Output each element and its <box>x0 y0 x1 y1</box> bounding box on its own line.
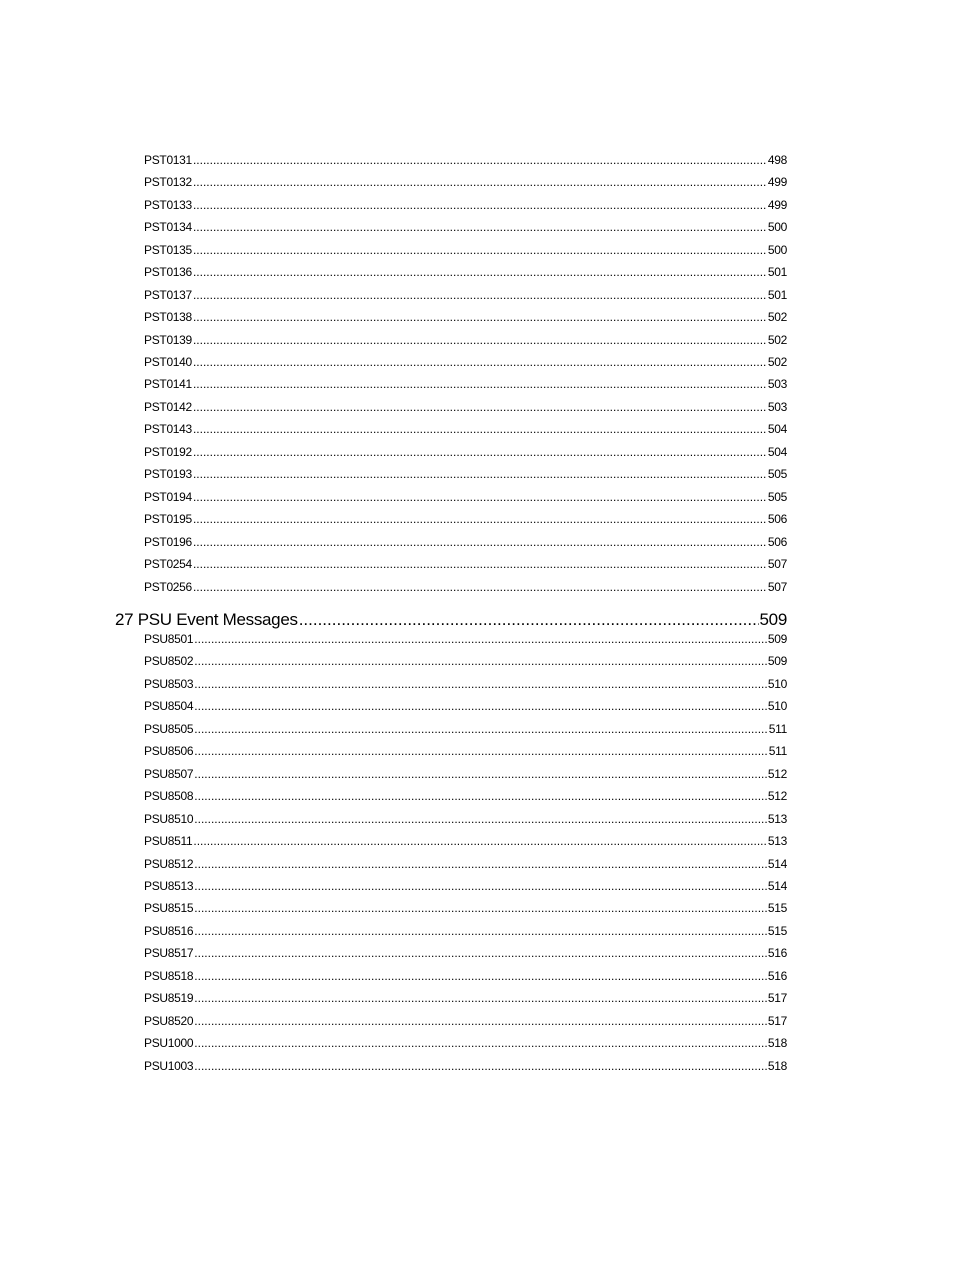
dot-leader <box>193 443 767 461</box>
toc-entry-page-number: 517 <box>767 1014 787 1028</box>
toc-entry-page-number: 511 <box>768 744 787 758</box>
toc-entry[interactable] <box>144 1034 787 1052</box>
dot-leader <box>193 398 767 416</box>
toc-entry[interactable] <box>144 899 787 917</box>
toc-entry-label: PSU8518 <box>144 969 194 983</box>
toc-entry[interactable] <box>144 173 787 191</box>
toc-entry[interactable] <box>144 967 787 985</box>
toc-entry-label: PST0193 <box>144 467 192 481</box>
toc-entry-label: PSU1000 <box>144 1036 194 1050</box>
toc-entry-label: PSU8503 <box>144 677 194 691</box>
toc-entry-label: PST0141 <box>144 377 192 391</box>
toc-entry-label: PST0131 <box>144 153 192 167</box>
toc-entry-page-number: 509 <box>767 654 787 668</box>
toc-entry-label: PSU8517 <box>144 946 194 960</box>
dot-leader <box>194 787 767 805</box>
toc-entry-page-number: 518 <box>767 1036 787 1050</box>
toc-entry-label: PSU8511 <box>144 834 193 848</box>
toc-entry[interactable] <box>144 510 787 528</box>
dot-leader <box>193 465 767 483</box>
toc-entry[interactable] <box>144 398 787 416</box>
toc-entry-label: PSU8506 <box>144 744 194 758</box>
toc-entry-page-number: 514 <box>767 857 787 871</box>
toc-entry[interactable] <box>144 675 787 693</box>
toc-entry-page-number: 516 <box>767 969 787 983</box>
dot-leader <box>193 331 767 349</box>
toc-entry-page-number: 498 <box>767 153 787 167</box>
toc-entry-page-number: 500 <box>767 243 787 257</box>
toc-entry-page-number: 507 <box>767 557 787 571</box>
toc-entry-page-number: 512 <box>767 789 787 803</box>
toc-entry-label: PST0135 <box>144 243 192 257</box>
toc-entry-page-number: 502 <box>767 310 787 324</box>
toc-entry-page-number: 506 <box>767 535 787 549</box>
toc-entry-label: PSU8508 <box>144 789 194 803</box>
toc-entry-label: PSU1003 <box>144 1059 194 1073</box>
toc-entry[interactable] <box>144 488 787 506</box>
toc-entry-label: PST0136 <box>144 265 192 279</box>
toc-entry-page-number: 512 <box>767 767 787 781</box>
dot-leader <box>194 765 767 783</box>
dot-leader <box>194 899 767 917</box>
dot-leader <box>299 608 759 632</box>
toc-entry[interactable] <box>144 944 787 962</box>
toc-entry-label: PSU8512 <box>144 857 194 871</box>
toc-entry[interactable] <box>144 533 787 551</box>
toc-entry[interactable] <box>144 218 787 236</box>
dot-leader <box>194 630 767 648</box>
toc-entry-page-number: 509 <box>767 632 787 646</box>
chapter-heading-page-number: 509 <box>759 610 787 629</box>
toc-entry[interactable] <box>144 353 787 371</box>
dot-leader <box>193 263 767 281</box>
chapter-heading[interactable] <box>115 608 787 632</box>
toc-entry[interactable] <box>144 765 787 783</box>
toc-entry[interactable] <box>144 465 787 483</box>
dot-leader <box>193 196 767 214</box>
toc-entry-label: PSU8519 <box>144 991 194 1005</box>
toc-entry[interactable] <box>144 787 787 805</box>
toc-entry[interactable] <box>144 151 787 169</box>
toc-entry-label: PSU8504 <box>144 699 194 713</box>
toc-entry-page-number: 510 <box>767 677 787 691</box>
dot-leader <box>193 218 767 236</box>
toc-entry[interactable] <box>144 697 787 715</box>
toc-entry-label: PSU8515 <box>144 901 194 915</box>
toc-entry[interactable] <box>144 420 787 438</box>
toc-entry[interactable] <box>144 630 787 648</box>
toc-entry[interactable] <box>144 375 787 393</box>
dot-leader <box>193 533 767 551</box>
dot-leader <box>193 286 767 304</box>
toc-entry-page-number: 503 <box>767 400 787 414</box>
toc-entry-label: PST0133 <box>144 198 192 212</box>
toc-entry-page-number: 501 <box>767 288 787 302</box>
toc-entry-page-number: 499 <box>767 198 787 212</box>
dot-leader <box>194 810 767 828</box>
toc-entry[interactable] <box>144 555 787 573</box>
toc-entry[interactable] <box>144 720 787 738</box>
toc-entry-label: PST0139 <box>144 333 192 347</box>
toc-entry[interactable] <box>144 652 787 670</box>
toc-entry[interactable] <box>144 855 787 873</box>
toc-entry[interactable] <box>144 331 787 349</box>
toc-entry-label: PSU8513 <box>144 879 194 893</box>
toc-entry-label: PSU8507 <box>144 767 194 781</box>
toc-entry-label: PST0196 <box>144 535 192 549</box>
dot-leader <box>193 488 767 506</box>
dot-leader <box>193 510 767 528</box>
toc-entry-page-number: 513 <box>767 812 787 826</box>
toc-entry-label: PST0192 <box>144 445 192 459</box>
toc-entry-page-number: 502 <box>767 333 787 347</box>
toc-entry[interactable] <box>144 578 787 596</box>
dot-leader <box>193 578 767 596</box>
toc-entry-page-number: 510 <box>767 699 787 713</box>
dot-leader <box>194 652 767 670</box>
toc-entry-page-number: 511 <box>768 722 787 736</box>
dot-leader <box>193 353 767 371</box>
toc-entry[interactable] <box>144 832 787 850</box>
dot-leader <box>194 742 767 760</box>
toc-entry-label: PST0194 <box>144 490 192 504</box>
toc-entry-label: PSU8520 <box>144 1014 194 1028</box>
toc-entry[interactable] <box>144 742 787 760</box>
dot-leader <box>194 1012 767 1030</box>
dot-leader <box>194 967 767 985</box>
toc-entry-label: PST0254 <box>144 557 192 571</box>
toc-entry[interactable] <box>144 196 787 214</box>
toc-entry-page-number: 518 <box>767 1059 787 1073</box>
dot-leader <box>194 675 767 693</box>
dot-leader <box>193 173 767 191</box>
dot-leader <box>194 922 767 940</box>
toc-entry-page-number: 517 <box>767 991 787 1005</box>
toc-entry[interactable] <box>144 989 787 1007</box>
dot-leader <box>194 877 767 895</box>
toc-entry-page-number: 514 <box>767 879 787 893</box>
toc-entry-page-number: 500 <box>767 220 787 234</box>
dot-leader <box>193 241 767 259</box>
toc-entry-page-number: 506 <box>767 512 787 526</box>
dot-leader <box>193 555 767 573</box>
toc-entry-label: PST0256 <box>144 580 192 594</box>
toc-entry-label: PST0137 <box>144 288 192 302</box>
toc-entry-label: PSU8510 <box>144 812 194 826</box>
dot-leader <box>194 697 767 715</box>
toc-entry[interactable] <box>144 263 787 281</box>
toc-entry-label: PSU8505 <box>144 722 194 736</box>
toc-entry-page-number: 515 <box>767 924 787 938</box>
toc-entry[interactable] <box>144 443 787 461</box>
toc-entry-page-number: 502 <box>767 355 787 369</box>
toc-entry-label: PST0134 <box>144 220 192 234</box>
toc-entry-page-number: 499 <box>767 175 787 189</box>
toc-entry[interactable] <box>144 877 787 895</box>
toc-entry-page-number: 515 <box>767 901 787 915</box>
toc-entry-label: PST0140 <box>144 355 192 369</box>
dot-leader <box>194 1057 767 1075</box>
toc-entry-page-number: 507 <box>767 580 787 594</box>
toc-entry-label: PST0195 <box>144 512 192 526</box>
dot-leader <box>193 151 767 169</box>
toc-entry[interactable] <box>144 1012 787 1030</box>
chapter-heading-label: 27 PSU Event Messages <box>115 610 298 629</box>
toc-entry-label: PST0143 <box>144 422 192 436</box>
toc-entry-label: PSU8502 <box>144 654 194 668</box>
toc-entry-page-number: 513 <box>767 834 787 848</box>
toc-entry[interactable] <box>144 922 787 940</box>
toc-entry[interactable] <box>144 241 787 259</box>
dot-leader <box>194 855 767 873</box>
toc-entry-label: PST0132 <box>144 175 192 189</box>
toc-entry-label: PST0138 <box>144 310 192 324</box>
dot-leader <box>193 832 766 850</box>
toc-entry-page-number: 504 <box>767 445 787 459</box>
toc-entry-page-number: 501 <box>767 265 787 279</box>
toc-entry-page-number: 516 <box>767 946 787 960</box>
toc-entry-page-number: 503 <box>767 377 787 391</box>
dot-leader <box>194 944 767 962</box>
toc-entry-label: PST0142 <box>144 400 192 414</box>
toc-entry-page-number: 505 <box>767 490 787 504</box>
toc-entry-label: PSU8516 <box>144 924 194 938</box>
dot-leader <box>193 375 767 393</box>
dot-leader <box>194 989 767 1007</box>
toc-entry[interactable] <box>144 810 787 828</box>
dot-leader <box>194 1034 767 1052</box>
toc-entry-page-number: 505 <box>767 467 787 481</box>
toc-entry[interactable] <box>144 1057 787 1075</box>
dot-leader <box>193 420 767 438</box>
toc-entry[interactable] <box>144 308 787 326</box>
toc-entry[interactable] <box>144 286 787 304</box>
toc-entry-label: PSU8501 <box>144 632 194 646</box>
dot-leader <box>194 720 767 738</box>
toc-entry-page-number: 504 <box>767 422 787 436</box>
dot-leader <box>193 308 767 326</box>
